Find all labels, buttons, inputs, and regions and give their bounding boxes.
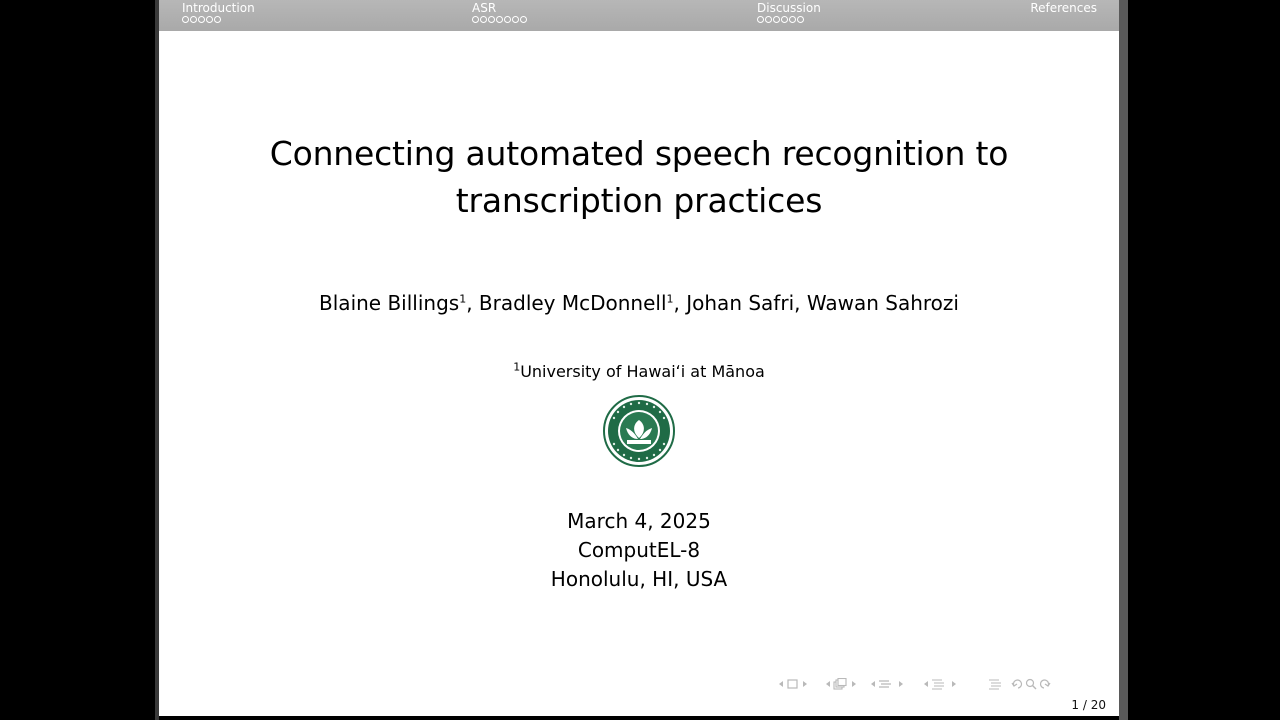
section-nav-icon <box>869 678 917 690</box>
nav-section-label: Discussion <box>757 1 821 15</box>
nav-frame-dots[interactable] <box>757 16 821 26</box>
frame-navigation[interactable] <box>777 678 819 690</box>
frame-dot[interactable] <box>480 16 487 23</box>
frame-dot[interactable] <box>789 16 796 23</box>
slide <box>159 0 1119 716</box>
appendix-nav-icon <box>975 678 1005 690</box>
affiliation-mark: 1 <box>513 360 521 374</box>
affiliation-mark: 1 <box>666 292 674 306</box>
event-info <box>159 507 1119 594</box>
author-name: Bradley McDonnell <box>478 291 667 315</box>
frame-dot[interactable] <box>472 16 479 23</box>
back-search-forward-icon <box>1010 677 1052 691</box>
subsection-nav-icon <box>824 678 864 690</box>
subsection-navigation[interactable] <box>824 678 864 690</box>
nav-frame-dots[interactable] <box>472 16 528 26</box>
author-list: Blaine Billings$^1$, Bradley McDonnell$^1$, Johan Safri, Wawan Sahrozi <box>319 291 959 315</box>
frame-dot[interactable] <box>757 16 764 23</box>
affiliation-mark: 1 <box>459 292 467 306</box>
frame-dot[interactable] <box>781 16 788 23</box>
nav-section-discussion[interactable] <box>757 1 821 26</box>
frame-dot[interactable] <box>206 16 213 23</box>
frame-dot[interactable] <box>198 16 205 23</box>
affiliation-text: University of Hawaiʻi at Mānoa <box>520 362 765 381</box>
frame-nav-icon <box>777 678 819 690</box>
university-seal-icon <box>602 394 676 468</box>
page-counter: 1 / 20 <box>1071 698 1106 712</box>
author-name: Blaine Billings <box>319 291 460 315</box>
conference-location: Honolulu, HI, USA <box>550 567 728 591</box>
nav-section-asr[interactable] <box>472 1 528 26</box>
viewer-frame-right <box>1119 0 1128 720</box>
presentation-nav-icon <box>922 678 970 690</box>
frame-dot[interactable] <box>504 16 511 23</box>
appendix-navigation[interactable] <box>975 678 1005 690</box>
frame-dot[interactable] <box>512 16 519 23</box>
nav-section-label: ASR <box>472 1 497 15</box>
frame-dot[interactable] <box>190 16 197 23</box>
nav-frame-dots[interactable] <box>182 16 255 26</box>
frame-dot[interactable] <box>214 16 221 23</box>
title-line-1: Connecting automated speech recognition to <box>269 134 1009 173</box>
frame-dot[interactable] <box>520 16 527 23</box>
author-name: Johan Safri <box>686 291 795 315</box>
nav-section-introduction[interactable] <box>182 1 255 26</box>
frame-dot[interactable] <box>773 16 780 23</box>
nav-section-label: References <box>1030 1 1097 15</box>
frame-dot[interactable] <box>496 16 503 23</box>
frame-dot[interactable] <box>182 16 189 23</box>
presentation-date: March 4, 2025 <box>567 509 711 533</box>
affiliation <box>159 360 1119 384</box>
presentation-title <box>159 130 1119 224</box>
nav-section-label: Introduction <box>182 1 255 15</box>
frame-dot[interactable] <box>765 16 772 23</box>
frame-dot[interactable] <box>797 16 804 23</box>
conference-name: ComputEL-8 <box>577 538 701 562</box>
back-forward-search[interactable] <box>1010 677 1052 691</box>
nav-section-references[interactable] <box>1030 1 1097 15</box>
frame-dot[interactable] <box>488 16 495 23</box>
title-line-2: transcription practices <box>455 181 823 220</box>
section-navigation[interactable] <box>869 678 917 690</box>
author-name: Wawan Sahrozi <box>806 291 959 315</box>
presentation-navigation[interactable] <box>922 678 970 690</box>
beamer-navigation-symbols <box>777 675 1057 693</box>
section-navigation-bar <box>159 0 1119 31</box>
